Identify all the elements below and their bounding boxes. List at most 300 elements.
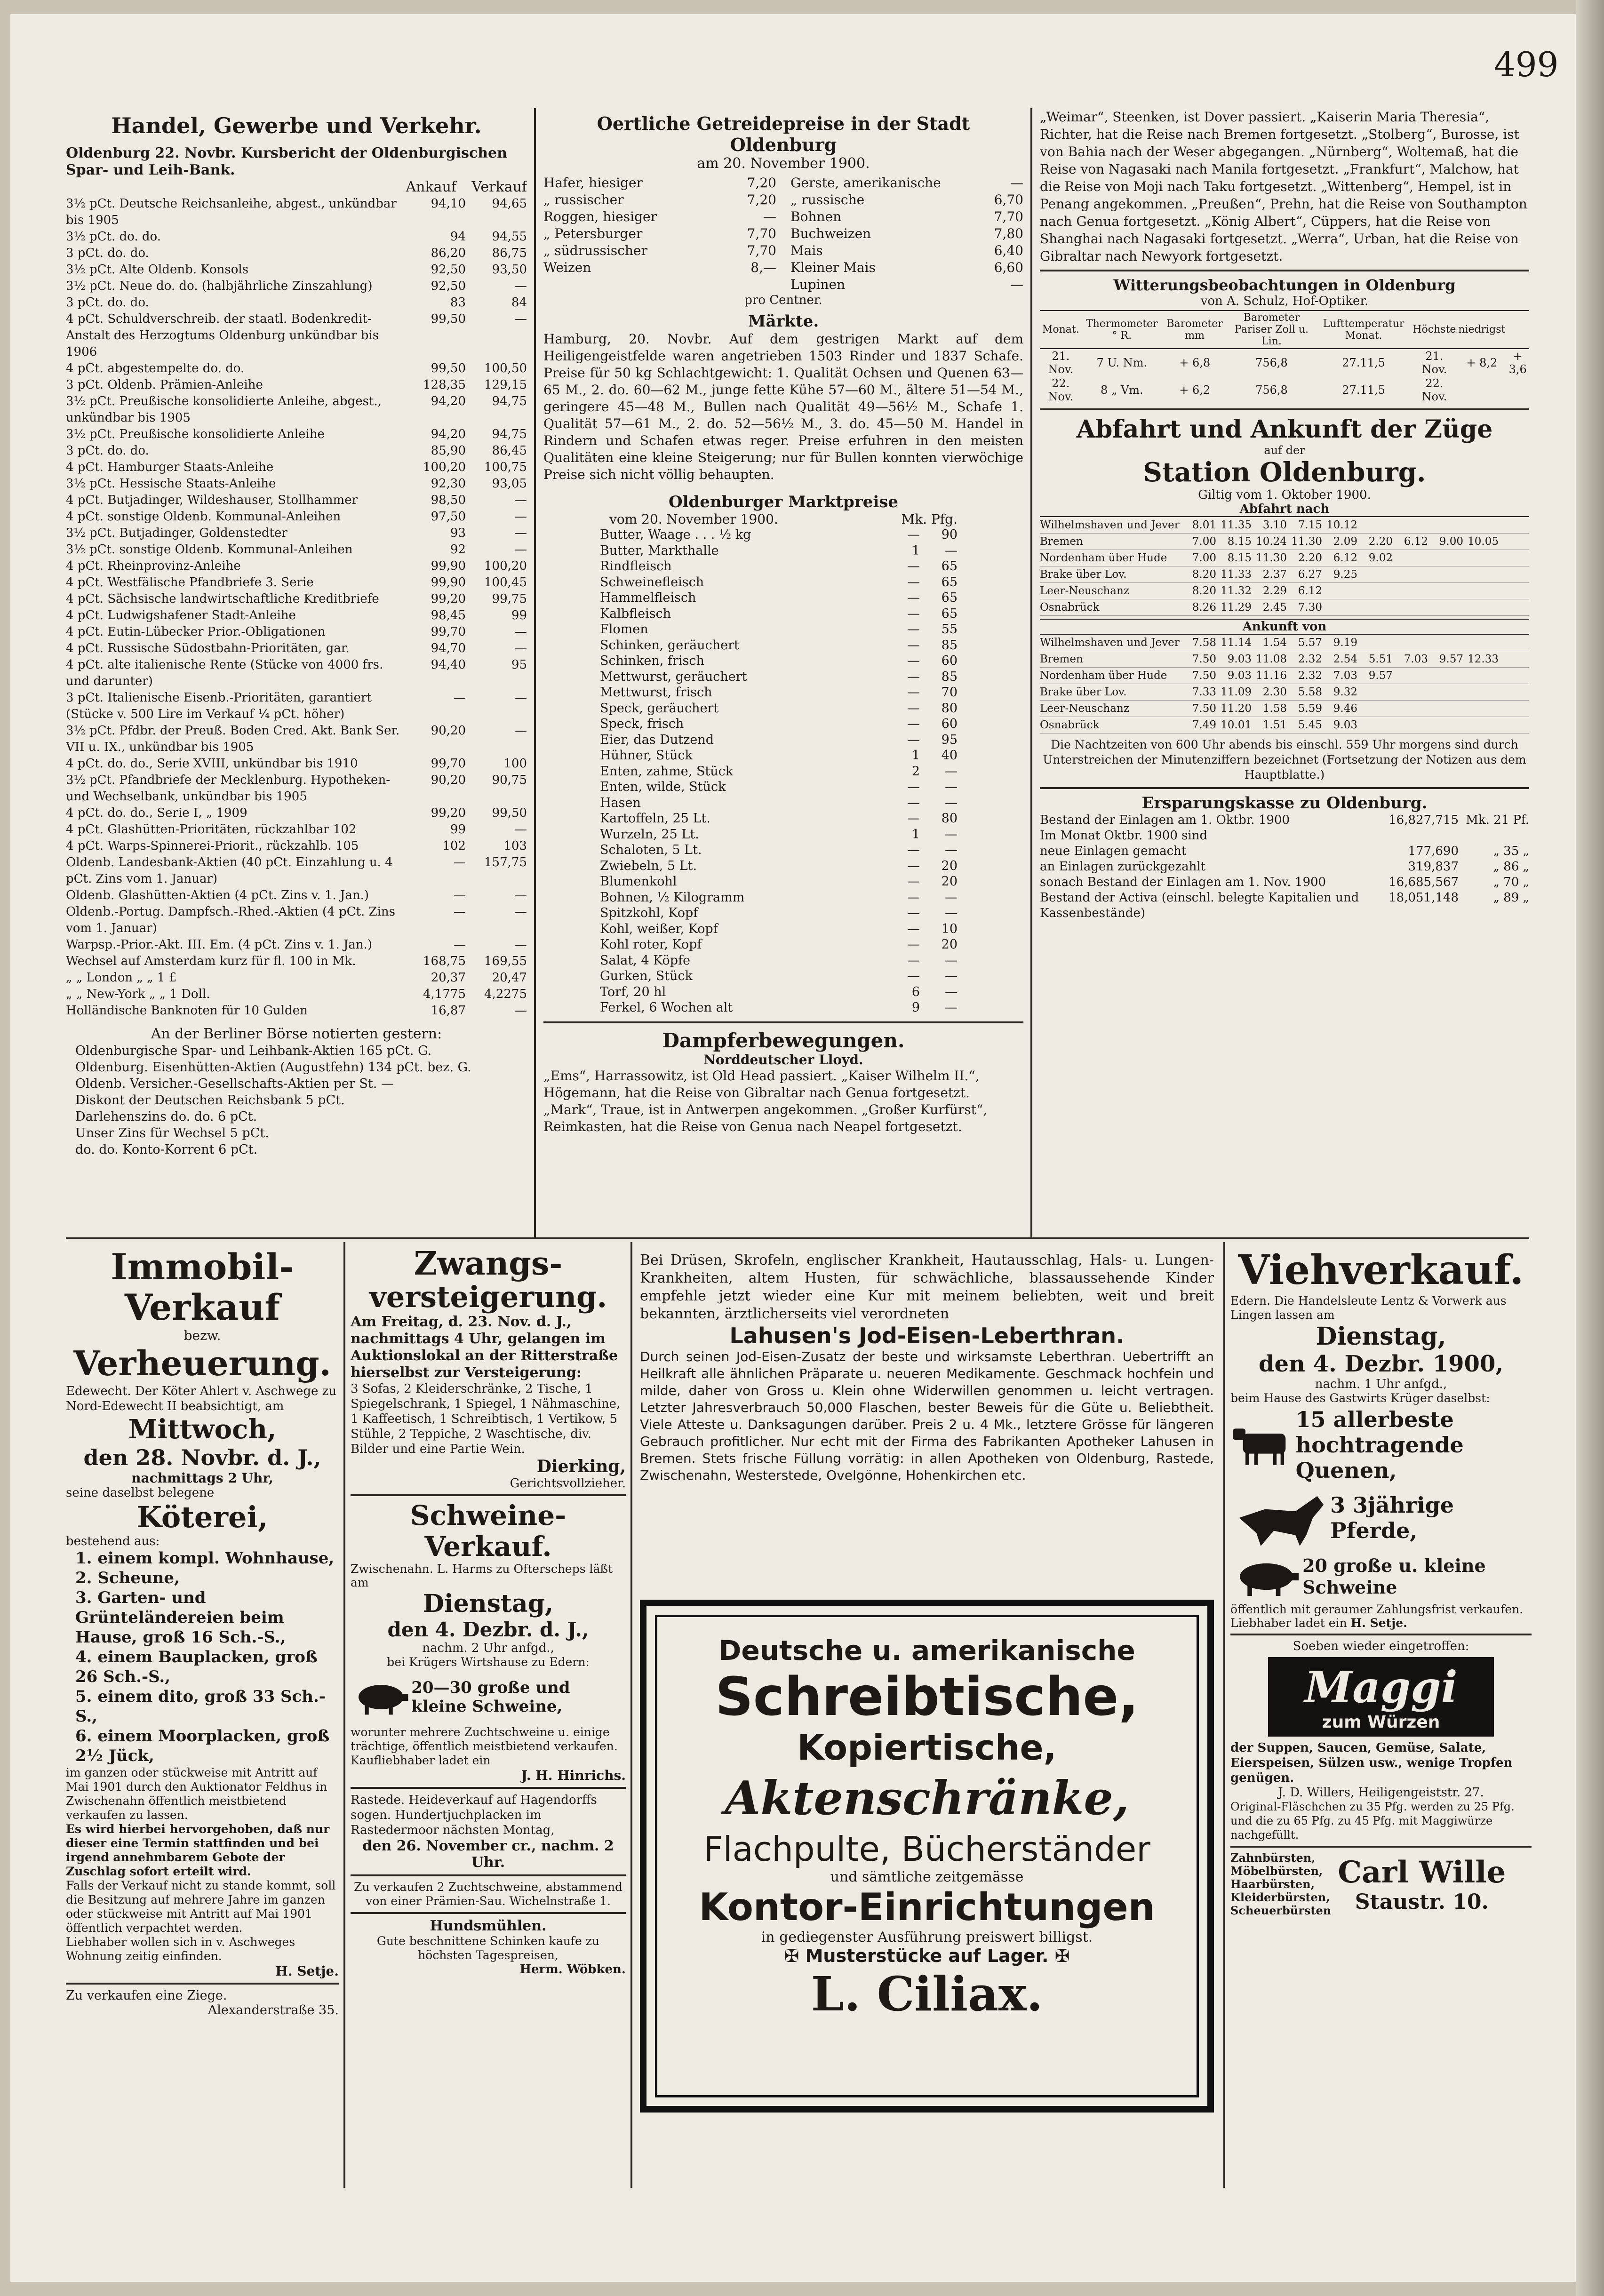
stock-ankauf: 94,20 [431,427,466,441]
markt-mk: — [907,780,920,794]
stock-name: Wechsel auf Amsterdam kurz für fl. 100 in Mk. [66,954,356,968]
markt-row [600,574,958,590]
train-time: 10.24 [1256,535,1287,548]
immobil-koterei: Köterei, [136,1500,268,1534]
stock-verkauf: 100,50 [484,361,527,375]
grain-price: 6,60 [994,260,1023,275]
schweine-count: 20—30 große und kleine Schweine, [411,1678,570,1716]
train-time: 8.20 [1192,585,1216,597]
markt-mk: 1 [911,543,920,558]
immobil-items [66,1548,339,1766]
stock-verkauf: — [515,905,527,919]
stock-verkauf: 100,20 [484,559,527,573]
train-time: 11.29 [1221,601,1252,614]
schweine-loc: bei Krügers Wirtshause zu Edern: [387,1655,590,1669]
markt-pfg: — [945,890,958,905]
immobil-text2: seine daselbst belegene [66,1486,215,1500]
stock-name: 3½ pCt. Butjadinger, Goldenstedter [66,526,287,540]
stock-ankauf: 102 [442,839,466,853]
markt-mk: — [907,590,920,605]
markt-item: Hasen [600,795,641,810]
train-time: 9.25 [1333,568,1357,581]
immobil-item: 1. einem kompl. Wohnhause, [75,1549,335,1568]
zwang-text: Am Freitag, d. 23. Nov. d. J., nachmittags 4 Uhr, gelangen im Auktionslokal an der Ritterstraße hierselbst zur Versteigerung: [351,1314,618,1381]
train-station: Leer-Neuschanz [1040,702,1129,715]
stock-verkauf: 99,75 [492,592,527,606]
markt-item: Eier, das Dutzend [600,732,714,747]
markt-pfg: — [945,1000,958,1015]
markt-item: Rindfleisch [600,559,672,574]
stock-verkauf: 103 [503,839,527,853]
train-row [1040,583,1529,599]
stock-row [66,262,527,278]
stock-name: 4 pCt. Westfälische Pfandbriefe 3. Serie [66,575,314,590]
markt-item: Torf, 20 hl [600,984,666,999]
stock-ankauf: 168,75 [423,954,466,968]
weather-cell: + 6,8 [1179,356,1211,369]
stock-ankauf: — [454,855,466,869]
markt-mk: — [907,874,920,889]
stock-name: 3½ pCt. Preußische konsolidierte Anleihe, abgest., unkündbar bis 1905 [66,394,382,425]
spar-value: 16,827,715 [1389,813,1459,827]
immobil-title: Immobil-Verkauf [111,1247,294,1328]
markt-row [600,984,958,1000]
markt-item: Spitzkohl, Kopf [600,906,698,920]
stock-ankauf: 92 [450,542,466,557]
stock-name: Oldenb. Glashütten-Aktien (4 pCt. Zins v. 1. Jan.) [66,888,369,902]
markt-row [600,842,958,858]
grain-price: — [1010,277,1023,292]
schweine-text: Zwischenahn. L. Harms zu Ofterscheps läßt am [351,1562,613,1589]
stock-verkauf: 94,55 [492,230,527,244]
maggi-dealer: J. D. Willers, Heiligengeiststr. 27. [1278,1786,1484,1800]
immobil-text3: im ganzen oder stückweise mit Antritt auf Mai 1901 durch den Auktionator Feldhus in Zwischenahn öffentlich meistbietend verkaufen zu lassen. [66,1766,327,1822]
stock-verkauf: 4,2275 [484,987,527,1001]
stock-name: 3½ pCt. sonstige Oldenb. Kommunal-Anleihen [66,542,353,557]
wille-item: Kleiderbürsten, [1230,1890,1330,1904]
markt-item: Salat, 4 Köpfe [600,953,691,968]
zwang-items: 3 Sofas, 2 Kleiderschränke, 2 Tische, 1 Spiegelschrank, 1 Spiegel, 1 Nähmaschine, 1 Kaffeetisch, 1 Schreibtisch, 1 Vertikow, 5 Stühle, 2 Teppiche, 2 Waschtische, div. Bilder und eine Partie Wein. [351,1382,621,1456]
maggi-intro: Soeben wieder eingetroffen: [1293,1639,1469,1653]
berlin-item: do. do. Konto-Korrent 6 pCt. [75,1142,258,1157]
immobil-item: 2. Scheune, [75,1569,180,1587]
markt-row [600,653,958,669]
markt-item: Gurken, Stück [600,969,693,983]
stock-name: Holländische Banknoten für 10 Gulden [66,1004,308,1018]
stock-name: 4 pCt. Glashütten-Prioritäten, rückzahlbar 102 [66,822,357,837]
report-intro: Oldenburg 22. Novbr. Kursbericht der Oldenburgischen Spar- und Leih-Bank. [66,145,507,178]
zucht-rule [351,1874,626,1876]
ciliax-l10: L. Ciliax. [811,1966,1043,2022]
train-row [1040,566,1529,583]
markt-row [600,968,958,984]
stock-verkauf: 129,15 [484,378,527,392]
zwang-title2: versteigerung. [369,1280,607,1314]
weather-head: Lufttemperatur Monat. [1323,318,1404,342]
train-time: 7.50 [1192,670,1216,682]
grain-price: 7,70 [994,209,1023,224]
grain-prices [543,113,1023,1233]
spar-row [1040,813,1529,828]
stock-ankauf: 99,50 [431,361,466,375]
markt-row [600,685,958,701]
train-time: 8.20 [1192,568,1216,581]
train-time: 9.46 [1333,702,1357,715]
spar-label: Bestand der Einlagen am 1. Oktbr. 1900 [1040,813,1290,827]
train-station: Osnabrück [1040,601,1100,614]
ciliax-l8: in gediegenster Ausführung preiswert billigst. [761,1929,1093,1945]
immobil-besteht: bestehend aus: [66,1534,160,1548]
weather-cell [1506,376,1529,404]
train-row [1040,534,1529,550]
immobil-bezw: bezw. [184,1328,221,1343]
grain-row [790,225,1023,242]
wille-items [1230,1851,1331,1917]
train-station: Osnabrück [1040,719,1100,731]
train-station: Wilhelmshaven und Jever [1040,637,1180,649]
grain-price: 7,80 [994,226,1023,241]
weather-cell: + 3,6 [1508,350,1527,376]
train-time: 8.01 [1192,519,1216,531]
markt-item: Kalbfleisch [600,606,671,621]
stock-name: 4 pCt. Russische Südostbahn-Prioritäten, gar. [66,641,350,655]
stock-verkauf: — [515,526,527,540]
stock-name: Oldenb. Landesbank-Aktien (40 pCt. Einzahlung u. 4 pCt. Zins vom 1. Januar) [66,855,393,886]
train-time: 11.14 [1221,637,1252,649]
stock-row [66,690,527,723]
markt-mk: — [907,843,920,857]
train-time: 11.20 [1221,702,1252,715]
stock-name: 3½ pCt. Deutsche Reichsanleihe, abgest., unkündbar bis 1905 [66,197,397,227]
weather-title: Witterungsbeobachtungen in Oldenburg [1113,276,1456,294]
horse-icon [1230,1485,1330,1551]
train-time: 7.15 [1298,519,1322,531]
maerkte-title: Märkte. [748,312,819,331]
stock-ankauf: 85,90 [431,444,466,458]
ad-lahusen [640,1252,1214,1590]
rastede-rule [351,1787,626,1789]
train-time: 6.12 [1298,585,1322,597]
stock-name: „ „ New-York „ „ 1 Doll. [66,987,210,1001]
stock-ankauf: 94,10 [431,197,466,211]
train-time: 7.50 [1192,702,1216,715]
train-row [1040,651,1529,668]
markt-pfg: 80 [941,701,958,716]
markt-pfg: 20 [941,858,958,873]
stock-name: 3 pCt. Oldenb. Prämien-Anleihe [66,378,263,392]
stock-verkauf: 100,75 [484,460,527,474]
stock-verkauf: 100,45 [484,575,527,590]
vieh-horses: 3 3jährige Pferde, [1330,1492,1454,1543]
spar-unit [1459,828,1529,844]
train-time: 7.03 [1333,670,1357,682]
markt-row [600,858,958,874]
hunds-text: Gute beschnittene Schinken kaufe zu höchsten Tagespreisen, [376,1934,600,1962]
stock-verkauf: — [515,625,527,639]
station-title: Station Oldenburg. [1143,457,1426,488]
markt-mk: — [907,953,920,968]
vieh-pigs: 20 große u. kleine Schweine [1302,1555,1486,1598]
grain-name: Bohnen [790,209,842,224]
markt-item: Hühner, Stück [600,748,693,763]
grain-price: 7,20 [747,175,776,191]
grain-price: — [763,209,776,224]
stock-report [66,113,527,1233]
train-time: 11.32 [1221,585,1252,597]
markt-pfg: — [945,843,958,857]
train-time: 2.20 [1368,535,1393,548]
column-rule-2 [1030,108,1032,1237]
berlin-item: Oldenb. Versicher.-Gesellschafts-Aktien per St. — [75,1076,394,1091]
weather-row [1040,376,1529,404]
stock-row [66,838,527,854]
train-time: 9.32 [1333,686,1357,698]
train-time: 2.30 [1262,686,1287,698]
train-station: Nordenham über Hude [1040,552,1167,564]
markt-row [600,827,958,843]
markt-row [600,622,958,638]
markt-mk: — [907,732,920,747]
train-time: 2.54 [1333,653,1357,665]
maggi-text: der Suppen, Saucen, Gemüse, Salate, Eierspeisen, Sülzen usw., wenige Tropfen genügen. [1230,1741,1513,1785]
ciliax-l4: Aktenschränke, [725,1771,1129,1826]
vieh-loc: beim Hause des Gastwirts Krüger daselbst: [1230,1391,1490,1405]
train-time: 10.12 [1326,519,1357,531]
vieh-text2: öffentlich mit geraumer Zahlungsfrist verkaufen. [1230,1602,1524,1616]
stock-name: 4 pCt. Eutin-Lübecker Prior.-Obligationen [66,625,326,639]
stock-ankauf: — [454,905,466,919]
train-time: 11.35 [1221,519,1252,531]
immobil-date: den 28. Novbr. d. J., [83,1445,321,1470]
train-time: 10.01 [1221,719,1252,731]
wille-addr: Staustr. 10. [1355,1890,1489,1914]
train-row [1040,684,1529,701]
stock-row [66,426,527,443]
markt-mk: — [907,701,920,716]
markt-row [600,764,958,780]
stock-ankauf: 94 [450,230,466,244]
train-time: 6.12 [1404,535,1428,548]
markt-row [600,716,958,732]
immobil-item: 6. einem Moorplacken, groß 2½ Jück, [75,1727,330,1765]
grain-row [543,225,776,242]
berlin-intro: An der Berliner Börse notierten gestern: [151,1026,442,1042]
stock-row [66,657,527,690]
markt-row [600,937,958,953]
pig-icon [351,1669,411,1725]
markt-item: Mettwurst, frisch [600,685,712,700]
hunds-rule [351,1912,626,1914]
markt-row [600,543,958,559]
schweine-title: Schweine-Verkauf. [410,1499,567,1563]
train-note: Die Nachtzeiten von 600 Uhr abends bis einschl. 559 Uhr morgens sind durch Unterstreichen der Minutenziffern bezeichnet (Fortsetzung der Notizen aus dem Hauptblatte.) [1043,738,1526,781]
ankunft-title: Ankunft von [1040,619,1529,635]
spar-label: sonach Bestand der Einlagen am 1. Nov. 1900 [1040,875,1326,889]
stock-row [66,196,527,229]
markt-item: Schinken, frisch [600,654,704,668]
lahusen-product: Lahusen's Jod-Eisen-Leberthran. [729,1323,1125,1348]
markt-item: Wurzeln, 25 Lt. [600,827,699,842]
markt-item: Butter, Markthalle [600,543,719,558]
train-time: 2.32 [1298,670,1322,682]
stock-name: 3 pCt. do. do. [66,444,149,458]
markt-mk: 6 [911,984,920,999]
spar-unit: „ 89 „ [1493,891,1529,905]
train-time: 2.20 [1298,552,1322,564]
stock-ankauf: 86,20 [431,246,466,260]
stock-ankauf: 83 [450,295,466,310]
markt-item: Mettwurst, geräuchert [600,669,747,684]
stock-row [66,591,527,607]
train-time: 5.57 [1298,637,1322,649]
stock-name: 3 pCt. Italienische Eisenb.-Prioritäten, garantiert (Stücke v. 500 Lire im Verkauf ¼ pCt. höher) [66,691,372,721]
spar-unit: „ 35 „ [1493,844,1529,858]
train-time: 2.09 [1333,535,1357,548]
ad-rule-1 [343,1242,345,2188]
markt-pfg: 65 [941,606,958,621]
stock-verkauf: — [515,510,527,524]
vieh-text: Edern. Die Handelsleute Lentz & Vorwerk aus Lingen lassen am [1230,1294,1507,1322]
spar-value: 177,690 [1408,844,1459,858]
spar-title: Ersparungskasse zu Oldenburg. [1141,794,1428,813]
stock-row [66,1003,527,1019]
train-station: Brake über Lov. [1040,568,1127,581]
markt-mk: 1 [911,748,920,763]
train-time: 9.02 [1368,552,1393,564]
abfahrt-list [1040,517,1529,616]
markt-pfg: 65 [941,574,958,590]
stock-ankauf: 92,50 [431,279,466,293]
immobil-title2: Verheuerung. [73,1343,331,1383]
stock-name: 3½ pCt. Pfdbr. der Preuß. Boden Cred. Akt. Bank Ser. VII u. IX., unkündbar bis 1905 [66,724,400,754]
stock-verkauf: 84 [511,295,527,310]
weather-head: niedrigst [1458,324,1506,335]
ciliax-l1: Deutsche u. amerikanische [718,1634,1135,1666]
stock-ankauf: 99,90 [431,575,466,590]
train-time: 11.30 [1256,552,1287,564]
grain-name: „ russischer [543,192,624,207]
spar-rule [1040,787,1529,789]
markt-pfg: — [945,764,958,779]
markt-pfg: 90 [941,527,958,542]
stock-ankauf: 4,1775 [423,987,466,1001]
markt-pfg: — [945,906,958,920]
train-time: 11.09 [1221,686,1252,698]
markt-item: Ferkel, 6 Wochen alt [600,1000,733,1015]
markt-item: Speck, frisch [600,717,684,731]
markt-pfg: — [945,543,958,558]
abfahrt-title: Abfahrt nach [1040,502,1529,517]
stock-row [66,278,527,295]
train-station: Bremen [1040,653,1083,665]
markt-pfg: 60 [941,717,958,731]
weather-cell [1457,376,1506,404]
grain-name: Roggen, hiesiger [543,209,657,224]
stock-name: 3½ pCt. Preußische konsolidierte Anleihe [66,427,325,441]
stock-name: 4 pCt. do. do., Serie I, „ 1909 [66,806,247,820]
stock-ankauf: 94,70 [431,641,466,655]
stock-name: 4 pCt. Hamburger Staats-Anleihe [66,460,274,474]
markt-pfg: 10 [941,921,958,936]
stock-verkauf: 93,05 [492,477,527,491]
weather-cell: + 8,2 [1466,356,1498,369]
hunds-title: Hundsmühlen. [430,1918,547,1934]
immobil-text1: Edewecht. Der Köter Ahlert v. Aschwege zu Nord-Edewecht II beabsichtigt, am [66,1384,337,1413]
stock-verkauf: 99 [511,608,527,622]
train-time: 11.30 [1291,535,1322,548]
weather-cell: 756,8 [1255,383,1288,397]
stock-name: 3 pCt. do. do. [66,295,149,310]
stock-name: 4 pCt. do. do., Serie XVIII, unkündbar bis 1910 [66,757,358,771]
stock-row [66,393,527,426]
markt-mk: 9 [911,1000,920,1015]
stock-verkauf: — [515,888,527,902]
train-row [1040,701,1529,717]
train-time: 7.49 [1192,719,1216,731]
vieh-title: Viehverkauf. [1238,1247,1524,1294]
train-station: Brake über Lov. [1040,686,1127,698]
immobil-time: nachmittags 2 Uhr, [131,1470,273,1486]
page-number: 499 [1494,45,1559,84]
stock-verkauf: 86,75 [492,246,527,260]
markt-item: Enten, zahme, Stück [600,764,734,779]
maggi-logo-text: Maggi [1304,1662,1458,1713]
berlin-item: Unser Zins für Wechsel 5 pCt. [75,1126,269,1140]
stock-row [66,904,527,937]
stock-row [66,805,527,821]
markt-mk: — [907,717,920,731]
markt-mk: — [907,811,920,826]
markt-item: Schaloten, 5 Lt. [600,843,702,857]
spar-list [1040,813,1529,921]
berlin-item: Darlehenszins do. do. 6 pCt. [75,1109,257,1124]
markt-item: Bohnen, ½ Kilogramm [600,890,745,905]
markt-pfg: 80 [941,811,958,826]
train-time: 1.54 [1262,637,1287,649]
grain-name: „ russische [790,192,865,207]
stock-row [66,937,527,953]
report-header: Ankauf Verkauf [406,179,527,195]
immobil-text6: Liebhaber wollen sich in v. Aschweges Wohnung zeitig einfinden. [66,1935,295,1963]
train-time: 1.58 [1262,702,1287,715]
weather-cell: 22. Nov. [1048,377,1074,403]
grain-row [790,276,1023,293]
stock-name: Warpsp.-Prior.-Akt. III. Em. (4 pCt. Zins v. 1. Jan.) [66,938,373,952]
ad-rule-3 [1223,1242,1225,2188]
weather-cell: 21. Nov. [1421,350,1447,376]
spar-label: an Einlagen zurückgezahlt [1040,860,1206,874]
ad-ciliax [640,1600,1214,2113]
markt-list [543,527,1023,1016]
stock-ankauf: 99,70 [431,757,466,771]
train-time: 6.27 [1298,568,1322,581]
stock-ankauf: 16,87 [431,1004,466,1018]
train-time: 9.03 [1227,670,1252,682]
stock-verkauf: 99,50 [492,806,527,820]
train-time: 8.15 [1227,535,1252,548]
spar-label: Im Monat Oktbr. 1900 sind [1040,829,1208,843]
grain-name: Lupinen [790,277,846,292]
weather-row [1040,349,1529,376]
markt-row [600,874,958,890]
markt-row [600,527,958,543]
schweine-day: Dienstag, [423,1589,554,1618]
stock-row [66,360,527,377]
train-time: 11.33 [1221,568,1252,581]
stock-name: „ „ London „ „ 1 £ [66,971,177,985]
wille-rule [1230,1846,1532,1848]
stock-ankauf: — [454,888,466,902]
